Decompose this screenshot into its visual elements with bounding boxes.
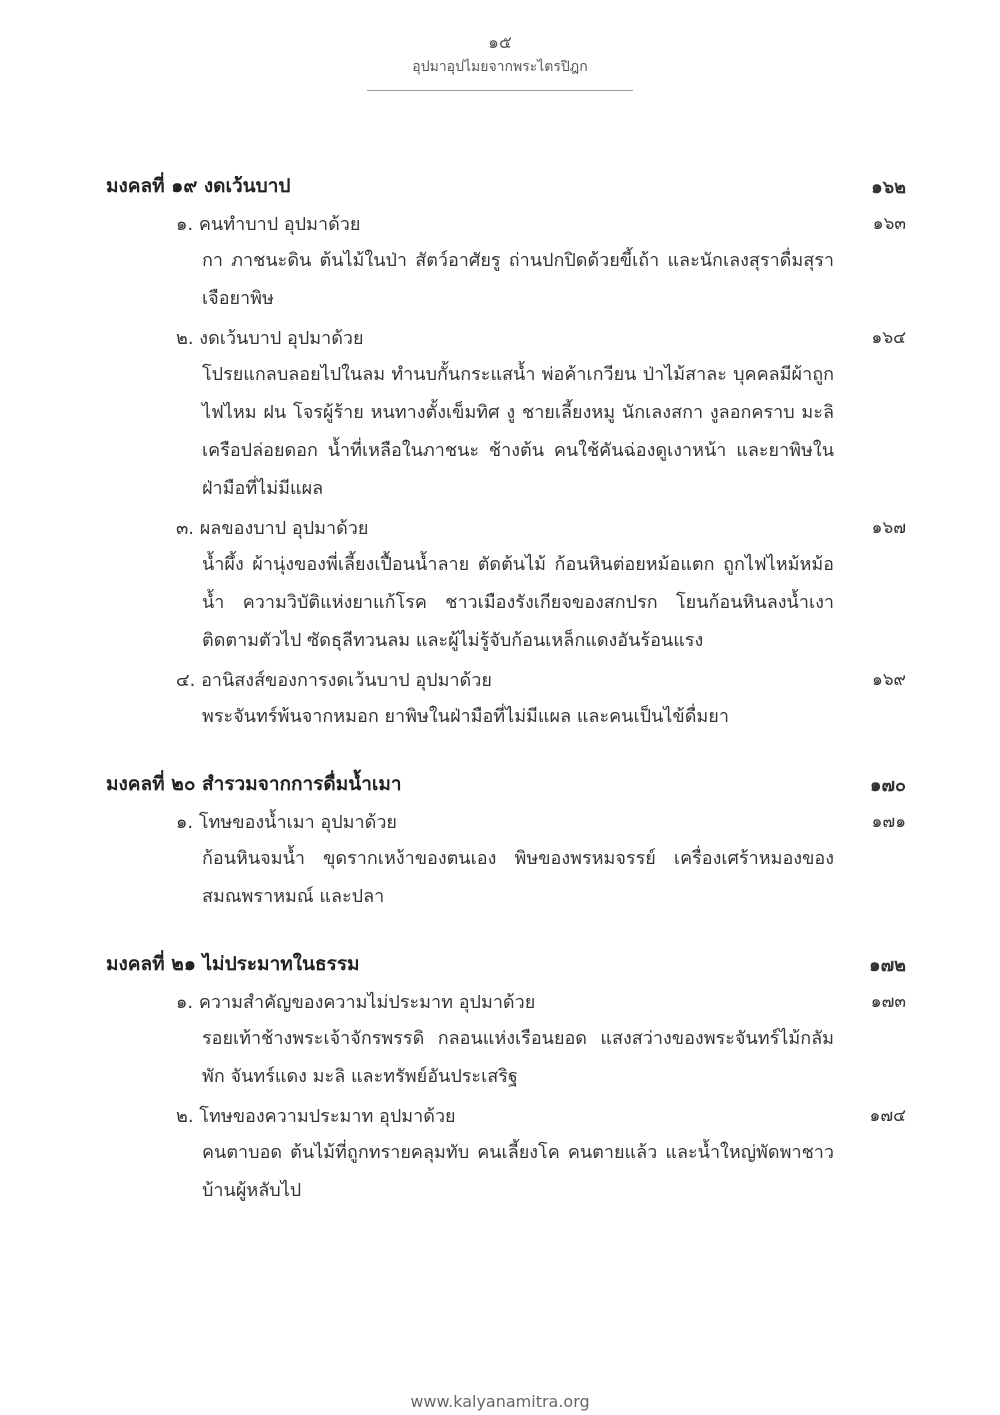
entry-title: ๑. คนทำบาป อุปมาด้วย: [176, 213, 361, 235]
entry-description: รอยเท้าช้างพระเจ้าจักรพรรดิ กลอนแห่งเรือนยอด แสงสว่างของพระจันทร์ไม้กลัมพัก จันทร์แดง มะลิ และทรัพย์อันประเสริฐ: [202, 1028, 834, 1087]
toc-entry[interactable]: [106, 204, 906, 242]
section-heading[interactable]: [106, 766, 906, 802]
toc-entry[interactable]: [106, 318, 906, 356]
entry-page-number: ๑๖๓: [872, 213, 906, 234]
section-page-number: ๑๖๒: [871, 176, 906, 198]
entry-description: พระจันทร์พ้นจากหมอก ยาพิษในฝ่ามือที่ไม่มีแผล และคนเป็นไข้ดื่มยา: [202, 706, 729, 727]
toc-entry[interactable]: [106, 802, 906, 840]
entry-title: ๔. อานิสงส์ของการงดเว้นบาป อุปมาด้วย: [176, 669, 492, 691]
entry-description: กา ภาชนะดิน ต้นไม้ในป่า สัตว์อาศัยรู ถ่านปกปิดด้วยขี้เถ้า และนักเลงสุราดื่มสุราเจือยาพิษ: [202, 250, 834, 309]
entry-page-number: ๑๖๗: [871, 517, 906, 538]
section-heading[interactable]: [106, 168, 906, 204]
entry-description: น้ำผึ้ง ผ้านุ่งของพี่เลี้ยงเปื้อนน้ำลาย ตัดต้นไม้ ก้อนหินต่อยหม้อแตก ถูกไฟไหม้หม้อน้ำ ความวิบัติแห่งยาแก้โรค ชาวเมืองรังเกียจของสกปรก โยนก้อนหินลงน้ำเงาติดตามตัวไป ซัดธุลีทวนลม และผู้ไม่รู้จับก้อนเหล็กแดงอันร้อนแรง: [202, 554, 834, 651]
page-number: ๑๕: [488, 33, 512, 53]
toc-section: [106, 766, 906, 916]
toc-entry[interactable]: [106, 660, 906, 698]
entry-page-number: ๑๖๔: [871, 327, 906, 348]
entry-page-number: ๑๗๑: [871, 811, 906, 832]
section-page-number: ๑๗๒: [869, 954, 906, 976]
toc-section: [106, 168, 906, 736]
header-divider: [367, 90, 633, 91]
entry-page-number: ๑๗๔: [869, 1105, 906, 1126]
toc-entry[interactable]: [106, 1096, 906, 1134]
footer-url[interactable]: www.kalyanamitra.org: [410, 1392, 590, 1411]
table-of-contents: [106, 168, 906, 1210]
entry-description: โปรยแกลบลอยไปในลม ทำนบกั้นกระแสน้ำ พ่อค้าเกวียน ป่าไม้สาละ บุคคลมีผ้าถูกไฟไหม ฝน โจรผู้ร้าย หนทางตั้งเข็มทิศ งู ชายเลี้ยงหมู นักเลงสกา งูลอกคราบ มะลิเครือปล่อยดอก น้ำที่เหลือในภาชนะ ช้างต้น คนใช้คันฉ่องดูเงาหน้า และยาพิษในฝ่ามือที่ไม่มีแผล: [202, 364, 834, 499]
entry-page-number: ๑๗๓: [870, 991, 906, 1012]
toc-section: [106, 946, 906, 1210]
toc-entry[interactable]: [106, 982, 906, 1020]
page-header: [0, 32, 1000, 91]
section-title: มงคลที่ ๒๐ สำรวมจากการดื่มน้ำเมา: [106, 773, 402, 795]
entry-title: ๒. โทษของความประมาท อุปมาด้วย: [176, 1105, 456, 1127]
section-heading[interactable]: [106, 946, 906, 982]
book-title: อุปมาอุปไมยจากพระไตรปิฎก: [412, 59, 588, 75]
entry-title: ๑. ความสำคัญของความไม่ประมาท อุปมาด้วย: [176, 991, 536, 1013]
entry-page-number: ๑๖๙: [871, 669, 906, 690]
entry-description: ก้อนหินจมน้ำ ขุดรากเหง้าของตนเอง พิษของพรหมจรรย์ เครื่องเศร้าหมองของสมณพราหมณ์ และปลา: [202, 848, 834, 907]
entry-description: คนตาบอด ต้นไม้ที่ถูกทรายคลุมทับ คนเลี้ยงโค คนตายแล้ว และน้ำใหญ่พัดพาชาวบ้านผู้หลับไป: [202, 1142, 834, 1201]
entry-title: ๒. งดเว้นบาป อุปมาด้วย: [176, 327, 364, 349]
section-title: มงคลที่ ๑๙ งดเว้นบาป: [106, 175, 291, 197]
section-page-number: ๑๗๐: [870, 774, 906, 796]
entry-title: ๓. ผลของบาป อุปมาด้วย: [176, 517, 369, 539]
entry-title: ๑. โทษของน้ำเมา อุปมาด้วย: [176, 811, 397, 833]
toc-entry[interactable]: [106, 508, 906, 546]
section-title: มงคลที่ ๒๑ ไม่ประมาทในธรรม: [106, 953, 360, 975]
